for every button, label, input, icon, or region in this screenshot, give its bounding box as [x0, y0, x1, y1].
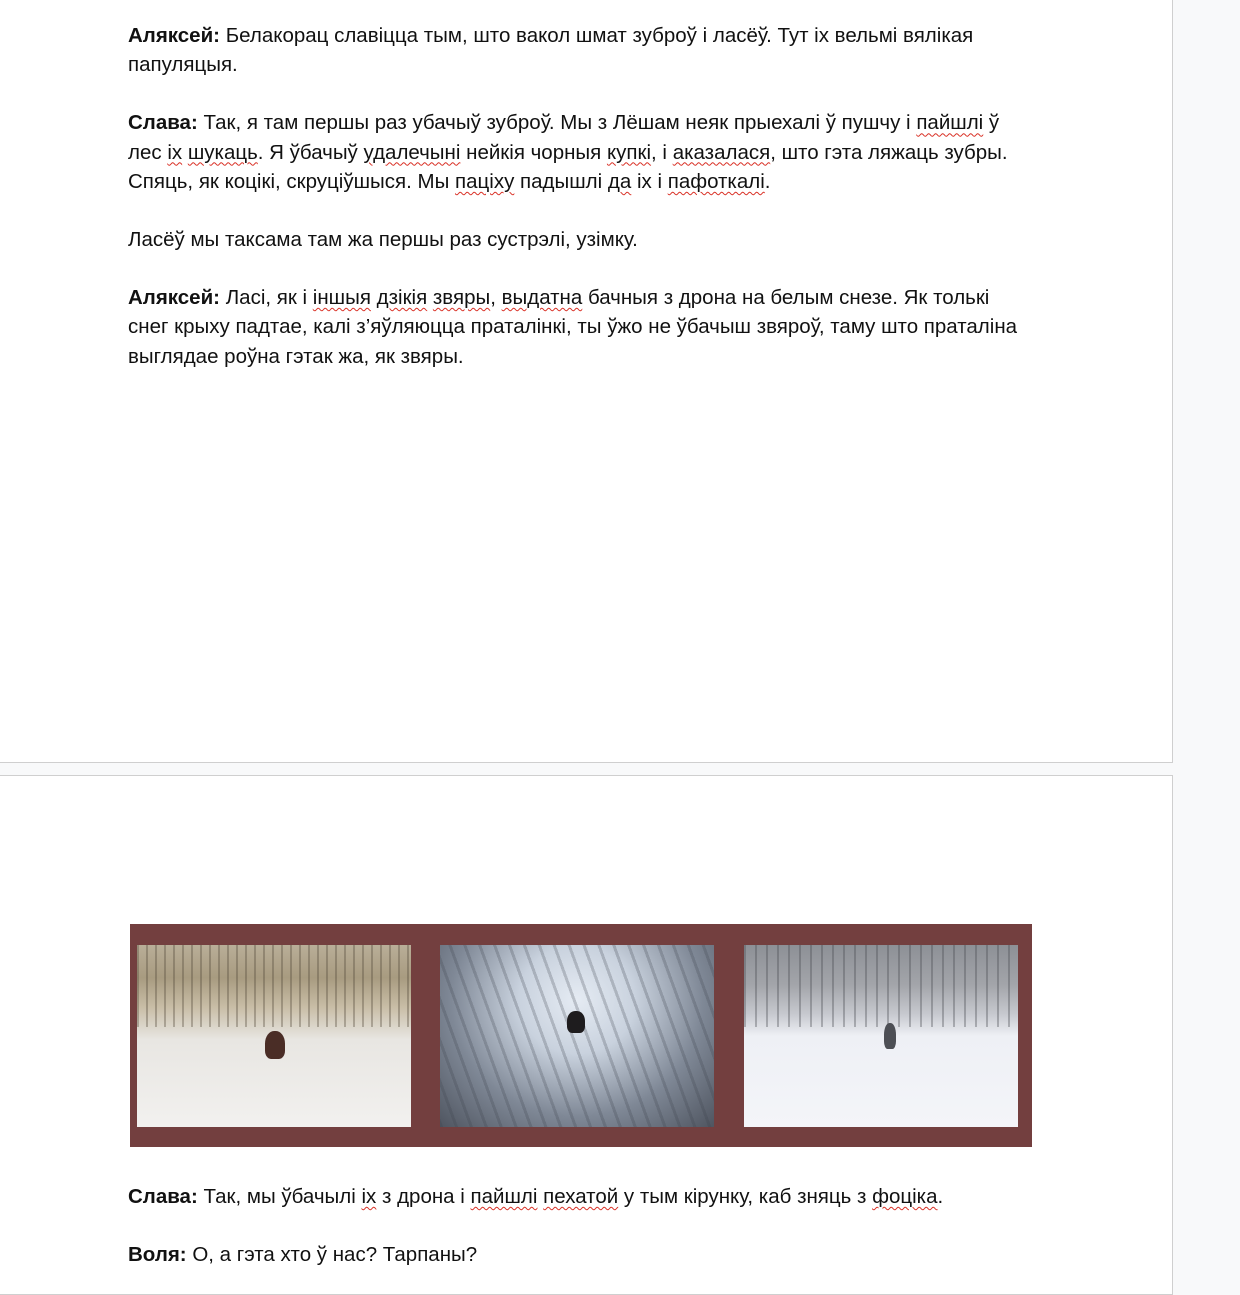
moose-photo-1[interactable] — [137, 945, 411, 1127]
paragraph-aliaksei-2[interactable]: Аляксей: Ласі, як і іншыя дзікія звяры, выдатна бачныя з дрона на белым снезе. Як толькі снег крыху падтае, калі з’яўляюцца праталінкі, ты ўжо не ўбачыш звяроў, таму што праталіна выглядае роўна гэтак жа, як звяры. — [128, 286, 1018, 368]
misspelled-word[interactable]: купкі — [606, 140, 652, 164]
trees-texture — [137, 945, 411, 1027]
misspelled-word[interactable]: да — [607, 169, 632, 193]
misspelled-word[interactable]: дзікія — [376, 286, 428, 310]
speaker-label: Аляксей: — [128, 286, 221, 310]
speaker-label: Воля: — [128, 1243, 187, 1267]
misspelled-word[interactable]: звяры — [432, 286, 491, 310]
misspelled-word[interactable]: пехатой — [543, 1185, 619, 1208]
moose-figure — [884, 1023, 896, 1049]
misspelled-word[interactable]: аказалася — [672, 140, 771, 164]
paragraph-aliaksei-1[interactable]: Аляксей: Белакорац славіцца тым, што вакол шмат зуброў і ласёў. Тут іх вельмі вялікая папуляцыя. — [128, 24, 974, 77]
misspelled-word[interactable]: фоціка — [872, 1185, 938, 1208]
image-strip[interactable] — [130, 924, 1032, 1147]
speaker-label: Слава: — [128, 111, 198, 135]
misspelled-word[interactable]: паціху — [455, 169, 515, 193]
misspelled-word[interactable]: пайшлі — [916, 111, 984, 135]
moose-photo-2[interactable] — [440, 945, 714, 1127]
document-page-2[interactable] — [0, 775, 1173, 1295]
paragraph-volia[interactable]: Воля: О, а гэта хто ў нас? Тарпаны? — [128, 1243, 478, 1267]
misspelled-word[interactable]: выдатна — [501, 286, 583, 310]
misspelled-word[interactable]: пафоткалі — [667, 169, 765, 193]
page-2-body[interactable] — [128, 1182, 1028, 1269]
shrubs-texture — [440, 945, 714, 1127]
moose-photo-3[interactable] — [744, 945, 1018, 1127]
misspelled-word[interactable]: удалечыні — [363, 140, 461, 164]
misspelled-word[interactable]: іншыя — [312, 286, 371, 310]
paragraph-slava-2[interactable]: Слава: Так, мы ўбачылі іх з дрона і пайшлі пехатой у тым кірунку, каб зняць з фоціка. — [128, 1185, 944, 1208]
moose-figure — [567, 1011, 585, 1033]
misspelled-word[interactable]: шукаць — [187, 140, 258, 164]
speaker-label: Слава: — [128, 1185, 198, 1208]
misspelled-word[interactable]: іх — [361, 1185, 377, 1208]
misspelled-word[interactable]: пайшлі — [470, 1185, 538, 1208]
paragraph-slava-1[interactable]: Слава: Так, я там першы раз убачыў зуброў. Мы з Лёшам неяк прыехалі ў пушчу і пайшлі ў лес іх шукаць. Я ўбачыў удалечыні нейкія чорныя купкі, і аказалася, што гэта ляжаць зубры. Спяць, як коцікі, скруціўшыся. Мы паціху падышлі да іх і пафоткалі. — [128, 111, 1008, 193]
misspelled-word[interactable]: іх — [167, 140, 183, 164]
speaker-label: Аляксей: — [128, 24, 221, 47]
paragraph-narration[interactable]: Ласёў мы таксама там жа першы раз сустрэлі, узімку. — [128, 228, 638, 252]
page-1-body[interactable] — [128, 21, 1028, 371]
trees-texture — [744, 945, 1018, 1027]
moose-figure — [265, 1031, 285, 1059]
